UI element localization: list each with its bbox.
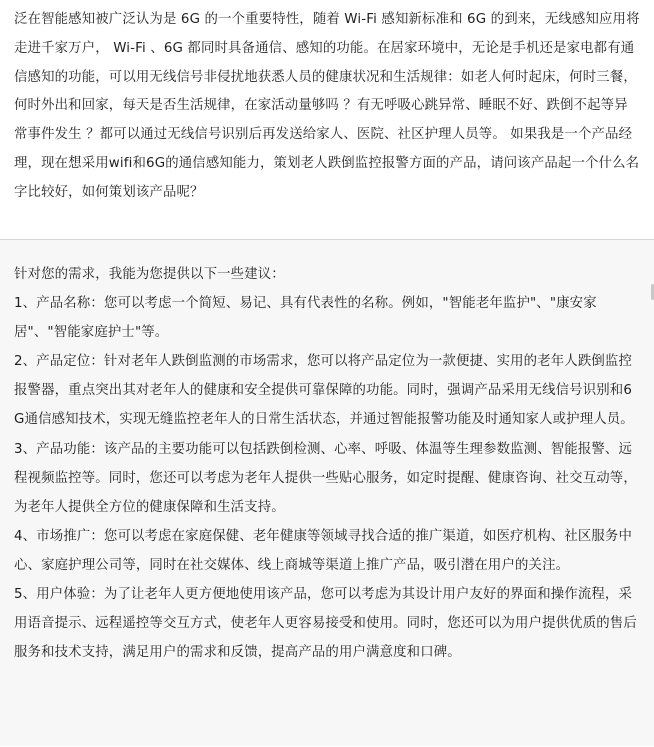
assistant-point-user-experience: 5、用户体验：为了让老年人更方便地使用该产品，您可以考虑为其设计用户友好的界面和操作流程，采用语音提示、远程遥控等交互方式，使老年人更容易接受和使用。同时，您还可以为用户提供优质的售后服务和技术支持，满足用户的需求和反馈，提高产品的用户满意度和口碑。 [14,587,637,661]
assistant-intro: 针对您的需求，我能为您提供以下一些建议： [14,267,285,282]
user-message [0,0,654,240]
assistant-point-product-name: 1、产品名称：您可以考虑一个简短、易记、具有代表性的名称。例如，"智能老年监护"、"康安家居"、"智能家庭护士"等。 [14,296,597,341]
assistant-point-features: 3、产品功能：该产品的主要功能可以包括跌倒检测、心率、呼吸、体温等生理参数监测、智能报警、远程视频监控等。同时，您还可以考虑为老年人提供一些贴心服务，如定时提醒、健康咨询、社交互动等，为老年人提供全方位的健康保障和生活支持。 [14,441,637,515]
user-message-text: 泛在智能感知被广泛认为是 6G 的一个重要特性，随着 Wi-Fi 感知新标准和 6G 的到来，无线感知应用将走进千家万户， Wi-Fi 、6G 都同时具备通信、感知的功能。在居家环境中，无论是手机还是家电都有通信感知的功能，可以用无线信号非侵扰地获悉人员的健康状况和生活规律：如老人何时起床，何时三餐，何时外出和回家，每天是否生活规律，在家活动量够吗 ？有无呼吸心跳异常、睡眠不好、跌倒不起等异常事件发生 ？都可以通过无线信号识别后再发送给家人、医院、社区护理人员等。 如果我是一个产品经理，现在想采用wifi和6G的通信感知能力，策划老人跌倒监控报警方面的产品，请问该产品起一个什么名字比较好，如何策划该产品呢？ [14,12,640,200]
assistant-point-positioning: 2、产品定位：针对老年人跌倒监测的市场需求，您可以将产品定位为一款便捷、实用的老年人跌倒监控报警器，重点突出其对老年人的健康和安全提供可靠保障的功能。同时，强调产品采用无线信号识别和6G通信感知技术，实现无缝监控老年人的日常生活状态，并通过智能报警功能及时通知家人或护理人员。 [14,354,634,428]
assistant-point-marketing: 4、市场推广：您可以考虑在家庭保健、老年健康等领域寻找合适的推广渠道，如医疗机构、社区服务中心、家庭护理公司等，同时在社交媒体、线上商城等渠道上推广产品，吸引潜在用户的关注。 [14,528,632,573]
assistant-message [0,240,654,746]
